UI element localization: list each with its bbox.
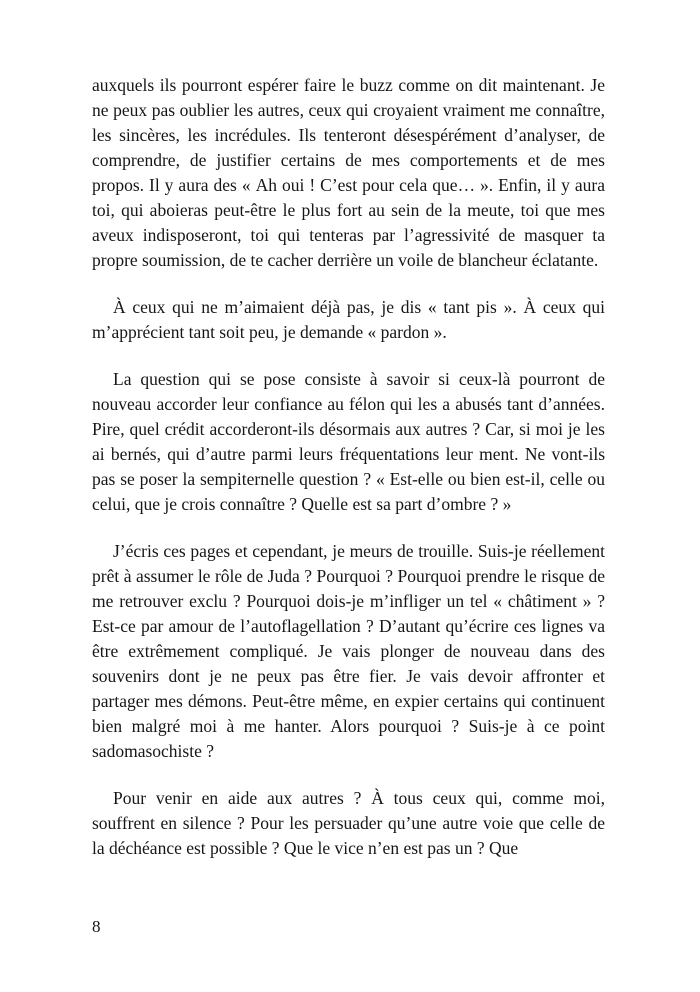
paragraph-continuation: auxquels ils pourront espérer faire le buzz comme on dit maintenant. Je ne peux pas oublier les autres, ceux qui croyaient vraiment me connaître, les sincères, les incrédules. Ils tenteront désespérément d’analyser, de comprendre, de justifier certains de mes comportements et de mes propos. Il y aura des « Ah oui ! C’est pour cela que… ». Enfin, il y aura toi, qui aboieras peut-être le plus fort au sein de la meute, toi que mes aveux indisposeront, toi qui tenteras par l’agressivité de masquer ta propre soumission, de te cacher derrière un voile de blancheur éclatante. — [92, 75, 605, 270]
paragraph-la-question: La question qui se pose consiste à savoir si ceux-là pourront de nouveau accorder leur confiance au félon qui les a abusés tant d’années. Pire, quel crédit accorderont-ils désormais aux autres ? Car, si moi je les ai bernés, qui d’autre parmi leurs fréquentations leur ment. Ne vont-ils pas se poser la sempiternelle question ? « Est-elle ou bien est-il, celle ou celui, que je crois connaître ? Quelle est sa part d’ombre ? » — [92, 369, 605, 514]
page-number: 8 — [92, 917, 101, 936]
paragraph-pour-venir-en-aide: Pour venir en aide aux autres ? À tous ceux qui, comme moi, souffrent en silence ? Pour les persuader qu’une autre voie que celle de la déchéance est possible ? Que le vice n’en est pas un ? Que — [92, 788, 605, 858]
paragraph-jecris-ces-pages: J’écris ces pages et cependant, je meurs de trouille. Suis-je réellement prêt à assumer le rôle de Juda ? Pourquoi ? Pourquoi prendre le risque de me retrouver exclu ? Pourquoi dois-je m’infliger un tel « châtiment » ? Est-ce par amour de l’autoflagellation ? D’autant qu’écrire ces lignes va être extrêmement compliqué. Je vais plonger de nouveau dans des souvenirs dont je ne peux pas être fier. Je vais devoir affronter et partager mes démons. Peut-être même, en expier certains qui continuent bien malgré moi à me hanter. Alors pourquoi ? Suis-je à ce point sadomasochiste ? — [92, 541, 605, 761]
page-text — [92, 73, 605, 883]
paragraph-tant-pis: À ceux qui ne m’aimaient déjà pas, je dis « tant pis ». À ceux qui m’apprécient tant soit peu, je demande « pardon ». — [92, 297, 605, 342]
